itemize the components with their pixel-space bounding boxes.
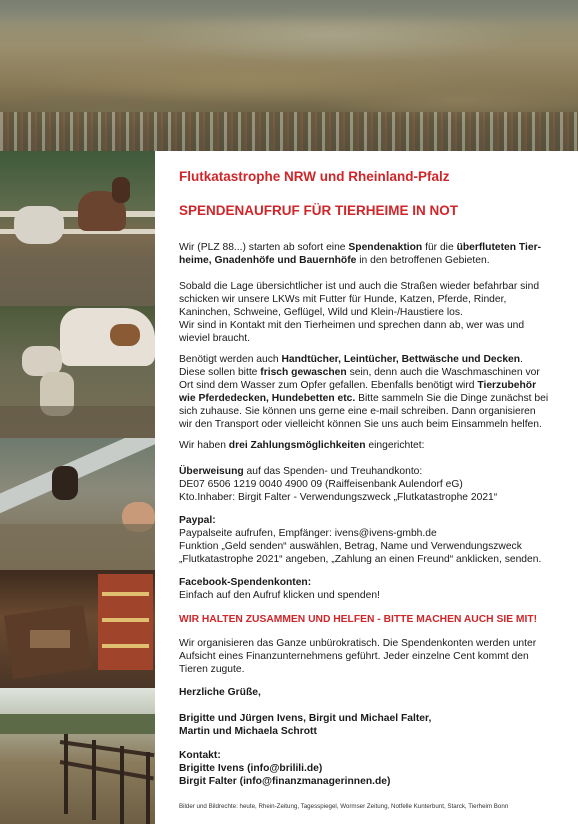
- contact-email-falter[interactable]: Birgit Falter (info@finanzmanagerinnen.de): [179, 775, 391, 787]
- cow-and-goats-photo: [0, 306, 155, 438]
- mud: [0, 406, 155, 438]
- greeting: Herzliche Grüße,: [179, 687, 261, 698]
- contact-email-ivens[interactable]: Brigitte Ivens (info@brilili.de): [179, 762, 323, 774]
- slogan: WIR HALTEN ZUSAMMEN UND HELFEN - BITTE MACHEN AUCH SIE MIT!: [179, 614, 538, 625]
- contact-section: Kontakt: Brigitte Ivens (info@brilili.de) Birgit Falter (info@finanzmanagerinnen.de): [179, 750, 391, 787]
- paypal-section: Paypal: Paypalseite aufrufen, Empfänger: ivens@ivens-gmbh.de Funktion „Geld senden“ auswählen, Betrag, Name und Verwendungszweck „Flutkatastrophe 2021“ angeben, „Zahlung an einen Freund“ anklicken, senden.: [179, 515, 542, 565]
- organization-paragraph: Wir organisieren das Ganze unbürokratisch. Die Spendenkonten werden unter Aufsicht eines Finanzunternehmens geführt. Jeder einzelne Cent kommt den Tieren zugute.: [179, 638, 537, 675]
- shelf: [98, 574, 153, 670]
- page-subtitle: SPENDENAUFRUF FÜR TIERHEIME IN NOT: [179, 203, 459, 218]
- signers: Brigitte und Jürgen Ivens, Birgit und Michael Falter, Martin und Michaela Schrott: [179, 713, 432, 737]
- page-title: Flutkatastrophe NRW und Rheinland-Pfalz: [179, 169, 450, 184]
- situation-paragraph: Sobald die Lage übersichtlicher ist und auch die Straßen wieder befahrbar sind schicken wir unsere LKWs mit Futter für Hunde, Katzen, Pferde, Rinder, Kaninchen, Schweine, Geflügel, Wild und Klein-/Haustiere los. Wir sind in Kontakt mit den Tierheimen und sprechen dann ab, wer was und wieviel braucht.: [179, 281, 540, 344]
- flood-aerial-photo: [0, 0, 578, 151]
- hills-overlay: [0, 0, 578, 22]
- image-credits: Bilder und Bildrechte: heute, Rhein-Zeitung, Tagesspiegel, Wormser Zeitung, Notfelle Kunterbunt, Starck, Tierheim Bonn: [179, 803, 509, 810]
- cow: [60, 308, 155, 366]
- flood-water: [0, 256, 155, 306]
- fence-rail: [60, 740, 155, 757]
- white-horse: [14, 206, 64, 244]
- account-holder: Kto.Inhaber: Birgit Falter - Verwendungszweck „Flutkatastrophe 2021“: [179, 491, 498, 503]
- needs-paragraph: Benötigt werden auch Handtücher, Leintücher, Bettwäsche und Decken. Diese sollen bitte frisch gewaschen sein, denn auch die Waschmaschinen vor Ort sind dem Wasser zum Opfer gefallen. Ebenfalls benötigt wird Tierzubehör wie Pferdedecken, Hundebetten etc. Bitte sammeln Sie die Dinge zunächst bei sich zuhause. Sie können uns gerne eine e-mail schreiben. Dann organisieren wir den Transport oder vielleicht können Sie uns auch beim Einsammeln helfen.: [179, 354, 549, 430]
- houses-overlay: [0, 112, 578, 151]
- iban-text: DE07 6506 1219 0040 4900 09 (Raiffeisenbank Aulendorf eG): [179, 478, 463, 490]
- fence-post: [146, 752, 150, 824]
- horse-in-flood-photo: [0, 151, 155, 306]
- shelf-board: [102, 644, 149, 648]
- transfer-section: Überweisung auf das Spenden- und Treuhandkonto: DE07 6506 1219 0040 4900 09 (Raiffeisenbank Aulendorf eG) Kto.Inhaber: Birgit Falter - Verwendungszweck „Flutkatastrophe 2021“: [179, 466, 498, 503]
- fence-post: [120, 746, 124, 824]
- tree-line: [0, 714, 155, 734]
- horse-head: [112, 177, 130, 203]
- shelf-board: [102, 618, 149, 622]
- dog: [52, 466, 78, 500]
- fence-post: [92, 740, 96, 820]
- intro-paragraph: Wir (PLZ 88...) starten ab sofort eine Spendenaktion für die überfluteten Tier-heime, Gnadenhöfe und Bauernhöfe in den betroffenen Gebieten.: [179, 242, 542, 266]
- dog-rescue-photo: [0, 438, 155, 570]
- payment-intro: Wir haben drei Zahlungsmöglichkeiten eingerichtet:: [179, 440, 425, 451]
- shelf-board: [102, 592, 149, 596]
- facebook-link[interactable]: Einfach auf den Aufruf klicken und spenden!: [179, 589, 380, 601]
- flooded-fence-photo: [0, 688, 155, 824]
- fence-rail: [60, 760, 154, 780]
- flood-water: [0, 524, 155, 570]
- cow-patch: [110, 324, 140, 346]
- debris: [30, 630, 70, 648]
- flooded-room-photo: [0, 570, 155, 688]
- fence-post: [64, 734, 68, 814]
- facebook-section: Facebook-Spendenkonten: Einfach auf den Aufruf klicken und spenden!: [179, 577, 380, 601]
